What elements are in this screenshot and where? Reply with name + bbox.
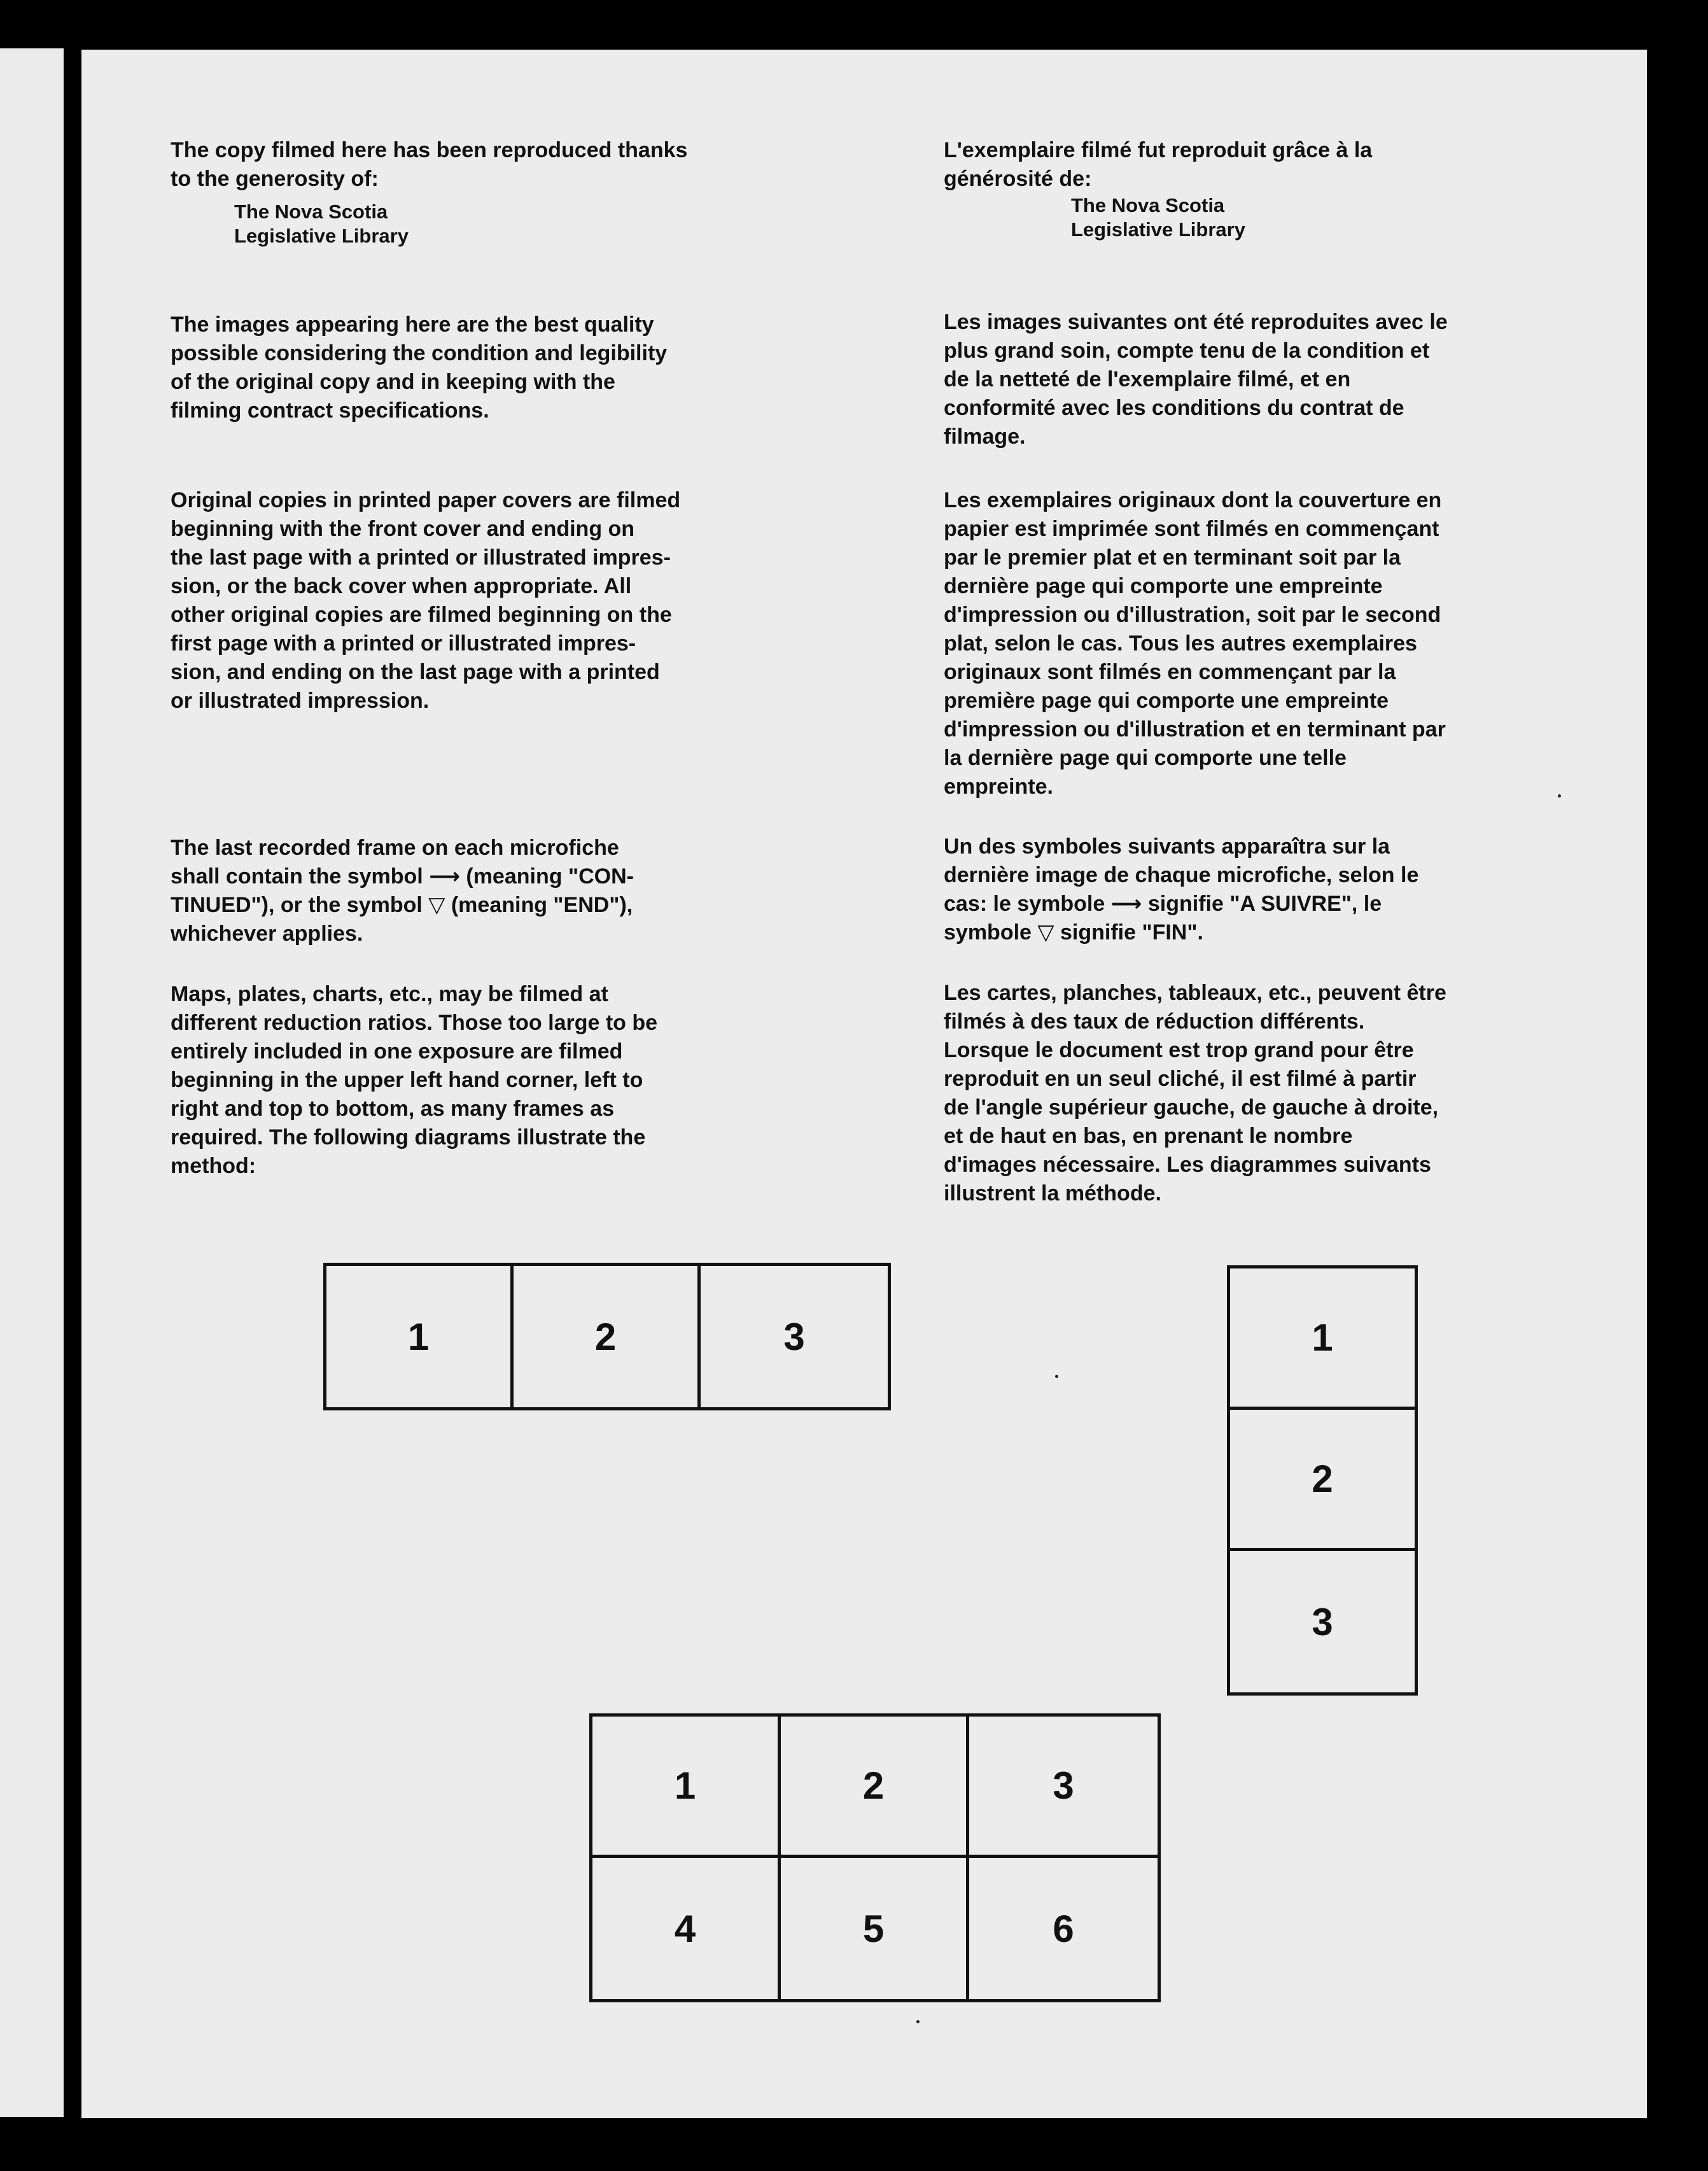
quality-note-en: The images appearing here are the best quality possible considering the condition and legibility of the original copy and in keeping with the filming contract specifications. xyxy=(171,313,668,423)
symbol-note-en: The last recorded frame on each microfiche shall contain the symbol ⟶ (meaning "CON- TINUED"), or the symbol ▽ (meaning "END"), whichever applies. xyxy=(171,836,634,946)
maps-note-en: Maps, plates, charts, etc., may be filmed at different reduction ratios. Those too large to be entirely included in one exposure are filmed beginning in the upper left hand corner, left to right and top to bottom, as many frames as required. The following diagrams illustrate the method: xyxy=(171,982,658,1178)
diagram-cell: 6 xyxy=(1053,1907,1074,1950)
diagram-cell: 3 xyxy=(969,1717,1158,1858)
diagram-cell: 1 xyxy=(1230,1268,1415,1410)
scan-speck xyxy=(1558,794,1561,797)
document-page xyxy=(81,50,1647,2118)
diagram-grid xyxy=(589,1713,1161,2002)
diagram-cell: 2 xyxy=(1230,1410,1415,1551)
symbol-note-fr: Un des symboles suivants apparaîtra sur la dernière image de chaque microfiche, selon le cas: le symbole ⟶ signifie "A SUIVRE", le symbole ▽ signifie "FIN". xyxy=(944,834,1419,945)
diagram-horizontal xyxy=(323,1263,891,1410)
credit-intro-fr: L'exemplaire filmé fut reproduit grâce à la générosité de: xyxy=(944,138,1373,191)
diagram-cell: 3 xyxy=(783,1315,805,1358)
previous-page-edge xyxy=(0,48,64,2117)
diagram-vertical xyxy=(1227,1265,1418,1696)
credit-intro-en: The copy filmed here has been reproduced thanks to the generosity of: xyxy=(171,138,688,191)
quality-note-fr: Les images suivantes ont été reproduites avec le plus grand soin, compte tenu de la condition et de la netteté de l'exemplaire filmé, et en conformité avec les conditions du contrat de filmage. xyxy=(944,310,1448,449)
credit-institution-fr: The Nova Scotia Legislative Library xyxy=(1071,194,1245,241)
diagram-cell: 1 xyxy=(592,1717,781,1858)
covers-note-en: Original copies in printed paper covers are filmed beginning with the front cover and ending on the last page with a printed or illustrated impres- sion, or the back cover when appropriate. All other original copies are filmed beginning on the first page with a printed or illustrated impres- sion, and ending on the last page with a printed or illustrated impression. xyxy=(171,488,681,713)
diagram-cell: 2 xyxy=(781,1717,969,1858)
diagram-cell: 4 xyxy=(592,1858,781,1999)
credit-institution-en: The Nova Scotia Legislative Library xyxy=(234,200,409,247)
covers-note-fr: Les exemplaires originaux dont la couverture en papier est imprimée sont filmés en commençant par le premier plat et en terminant soit par la dernière page qui comporte une empreinte d'impression ou d'illustration, soit par le second plat, selon le cas. Tous les autres exemplaires originaux sont filmés en commençant par la première page qui comporte une empreinte d'impression ou d'illustration et en terminant par la dernière page qui comporte une telle empreinte. xyxy=(944,488,1446,799)
scan-speck xyxy=(916,2020,920,2023)
maps-note-fr: Les cartes, planches, tableaux, etc., peuvent être filmés à des taux de réduction différents. Lorsque le document est trop grand pour être reproduit en un seul cliché, il est filmé à partir de l'angle supérieur gauche, de gauche à droite, et de haut en bas, en prenant le nombre d'images nécessaire. Les diagrammes suivants illustrent la méthode. xyxy=(944,981,1446,1205)
diagram-cell: 3 xyxy=(1312,1600,1333,1643)
scan-speck xyxy=(1055,1375,1058,1378)
diagram-cell: 1 xyxy=(326,1266,514,1407)
diagram-cell: 2 xyxy=(514,1266,701,1407)
diagram-cell: 5 xyxy=(781,1858,969,1999)
